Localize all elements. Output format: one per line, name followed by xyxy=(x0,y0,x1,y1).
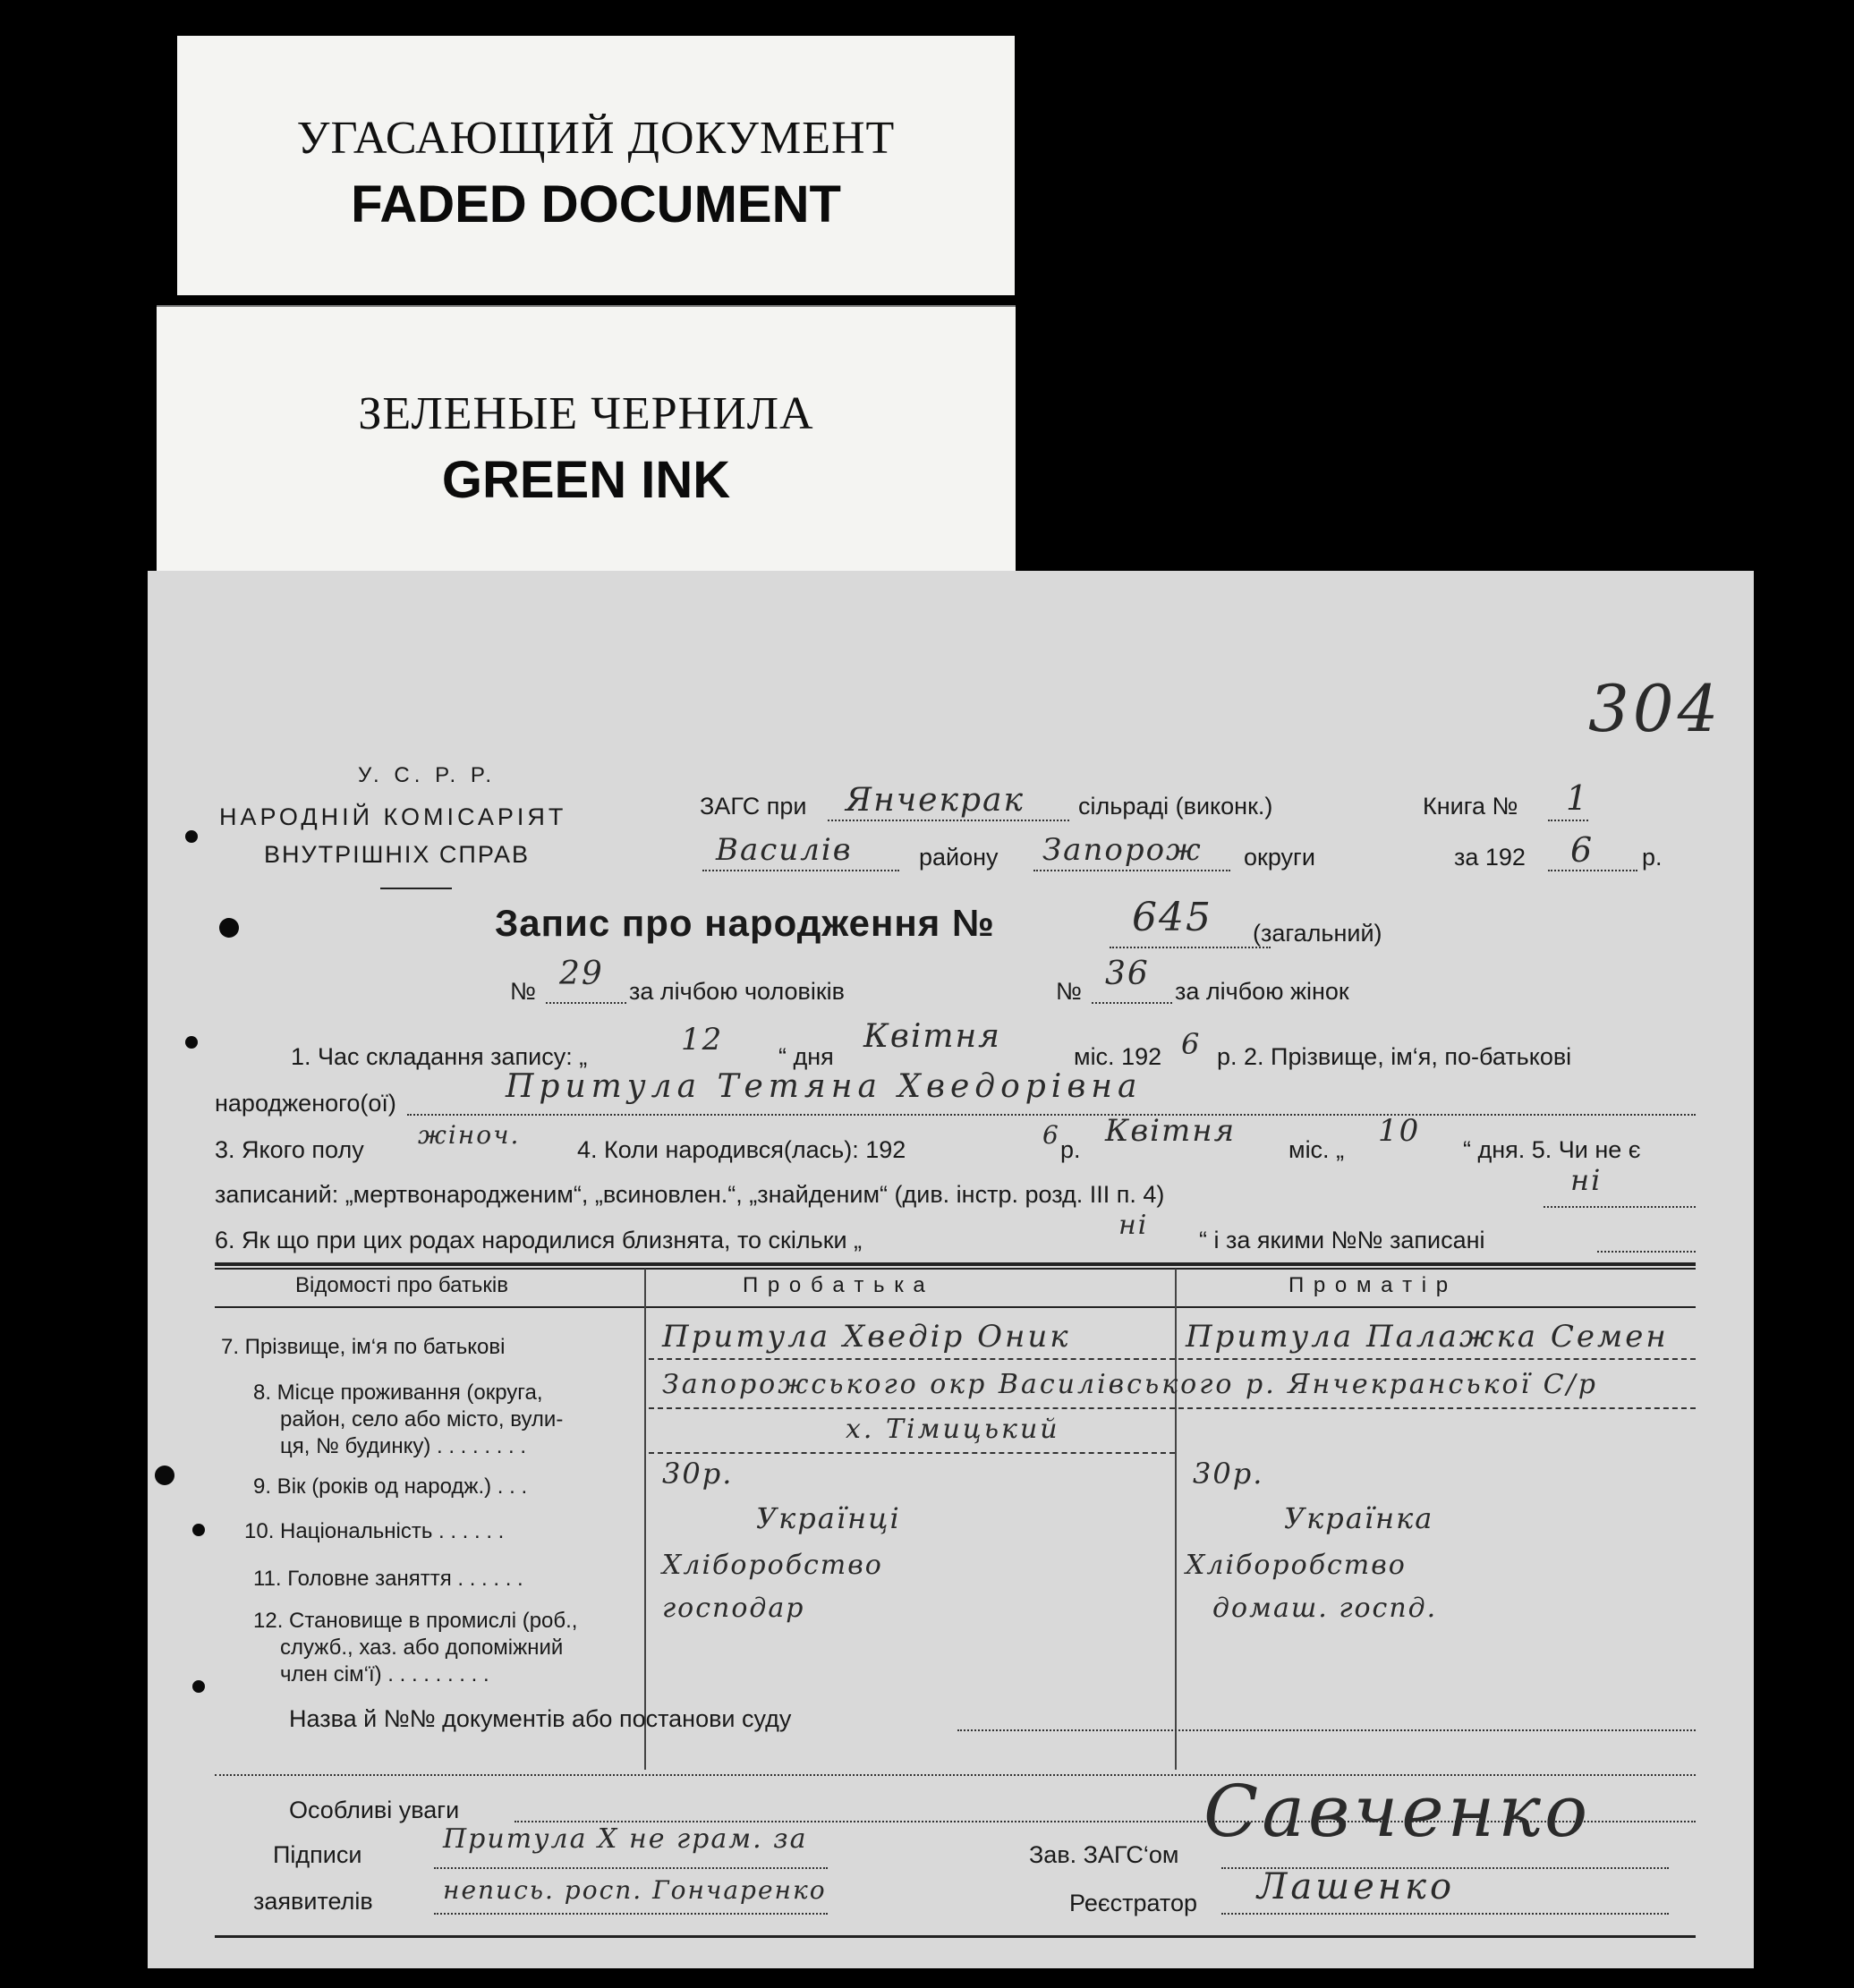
field-1-text: 1. Час складання запису: „ xyxy=(291,1043,588,1070)
field-4-month-suffix: міс. „ xyxy=(1288,1136,1345,1163)
field-5-line xyxy=(1544,1206,1696,1208)
row-12-label-3: член сім‘ї) . . . . . . . . . xyxy=(280,1662,489,1686)
field-6-line xyxy=(1597,1251,1696,1253)
punch-hole xyxy=(192,1524,205,1536)
zags-village-handwriting: Янчекрак xyxy=(846,782,1025,819)
table-header-mother: П р о м а т і р xyxy=(1288,1273,1450,1297)
field-6-text: 6. Як що при цих родах народилися близнята, то скільки „ xyxy=(215,1227,863,1253)
book-number-handwriting: 1 xyxy=(1566,778,1590,818)
field-5-handwriting: ні xyxy=(1570,1163,1603,1197)
zags-council-label: сільраді (виконк.) xyxy=(1078,793,1273,820)
field-4-day-handwriting: 10 xyxy=(1378,1113,1421,1149)
faded-label-en: FADED DOCUMENT xyxy=(351,175,841,234)
row-7-line xyxy=(649,1358,1696,1360)
faded-label-ru: УГАСАЮЩИЙ ДОКУМЕНТ xyxy=(296,113,896,164)
birth-record-form xyxy=(148,571,1754,1968)
row-9-father: 30р. xyxy=(662,1457,734,1491)
field-4-year-handwriting: 6 xyxy=(1042,1120,1060,1150)
form-bottom-rule xyxy=(215,1935,1696,1938)
women-count-text: за лічбою жінок xyxy=(1175,978,1349,1005)
row-8-line-2 xyxy=(649,1452,1175,1454)
row-8-label-3: ця, № будинку) . . . . . . . . xyxy=(280,1434,527,1458)
punch-hole xyxy=(185,1036,198,1049)
zags-head-line xyxy=(1221,1867,1669,1869)
table-divider-2 xyxy=(1175,1269,1177,1770)
year-label: за 192 xyxy=(1454,844,1526,871)
zags-label: ЗАГС при xyxy=(700,793,807,820)
row-8-father: Запорожського окр Василівського р. Янчекранської С/р xyxy=(662,1369,1598,1400)
field-3-label: 3. Якого полу xyxy=(215,1136,364,1163)
row-9-mother: 30р. xyxy=(1193,1457,1264,1491)
row-12-label: 12. Становище в промислі (роб., xyxy=(253,1609,578,1633)
header-org-1: У. С. Р. Р. xyxy=(358,763,497,787)
field-6-suffix: “ і за якими №№ записані xyxy=(1199,1227,1485,1253)
punch-hole xyxy=(192,1680,205,1693)
row-8-label: 8. Місце проживання (округа, xyxy=(253,1381,543,1405)
district-label: району xyxy=(919,844,999,871)
row-10-label: 10. Національність . . . . . . xyxy=(244,1519,505,1543)
row-8-label-2: район, село або місто, вули- xyxy=(280,1407,564,1432)
ink-label-en: GREEN INK xyxy=(441,451,731,509)
faded-document-label xyxy=(177,36,1015,295)
men-count-label: № xyxy=(510,978,536,1005)
field-2-subject-label: народженого(ої) xyxy=(215,1090,396,1117)
row-7-father: Притула Хведір Оник xyxy=(662,1319,1071,1355)
field-2-name-handwriting: Притула Тетяна Хведорівна xyxy=(506,1068,1143,1105)
men-count-line xyxy=(546,1002,626,1004)
field-4-month-handwriting: Квітня xyxy=(1105,1113,1237,1149)
field-1-month-handwriting: Квітня xyxy=(863,1018,1002,1055)
year-handwriting: 6 xyxy=(1570,830,1595,870)
signatures-label: Підписи xyxy=(273,1841,362,1868)
ink-label-ru: ЗЕЛЕНЫЕ ЧЕРНИЛА xyxy=(358,388,814,439)
zags-head-label: Зав. ЗАГС‘ом xyxy=(1029,1841,1179,1868)
field-1-day-suffix: “ дня xyxy=(778,1043,834,1070)
registrar-signature: Лашенко xyxy=(1257,1866,1456,1907)
women-count-label: № xyxy=(1056,978,1082,1005)
okrug-label: округи xyxy=(1244,844,1315,871)
men-count-handwriting: 29 xyxy=(559,956,604,992)
row-10-mother: Українка xyxy=(1284,1501,1434,1535)
field-5-text: записаний: „мертвонародженим“, „всиновлен.“, „знайденим“ (див. інстр. розд. III п. 4) xyxy=(215,1181,1165,1208)
zags-head-signature: Савченко xyxy=(1203,1770,1592,1853)
women-count-handwriting: 36 xyxy=(1105,956,1150,992)
row-11-label: 11. Головне заняття . . . . . . xyxy=(253,1567,523,1591)
book-line xyxy=(1548,820,1588,821)
table-header-info: Відомості про батьків xyxy=(295,1273,508,1297)
row-11-father: Хліборобство xyxy=(662,1550,883,1581)
green-ink-label xyxy=(157,307,1016,575)
field-4-label: 4. Коли народився(лась): 192 xyxy=(577,1136,906,1163)
district-handwriting: Василів xyxy=(716,832,853,868)
field-1-year-handwriting: 6 xyxy=(1181,1027,1202,1061)
book-label: Книга № xyxy=(1423,793,1518,820)
year-line xyxy=(1548,870,1637,871)
table-divider-1 xyxy=(644,1269,646,1770)
field-1-day-handwriting: 12 xyxy=(681,1022,724,1058)
field-6-handwriting: ні xyxy=(1118,1210,1149,1241)
applicants-label: заявителів xyxy=(253,1888,373,1915)
registrar-label: Реєстратор xyxy=(1069,1890,1198,1916)
men-count-text: за лічбою чоловіків xyxy=(629,978,846,1005)
table-top-rule xyxy=(215,1262,1696,1266)
row-12-father: господар xyxy=(662,1593,805,1624)
field-1-month-suffix: міс. 192 xyxy=(1074,1043,1162,1070)
notes-label: Особливі уваги xyxy=(289,1797,460,1823)
header-org-2: НАРОДНІЙ КОМІСАРІЯТ xyxy=(219,803,567,830)
row-8-father-2: х. Тімицький xyxy=(846,1414,1060,1445)
row-12-mother: домаш. госпд. xyxy=(1212,1593,1438,1624)
registrar-line xyxy=(1221,1913,1669,1915)
applicant-signature-2: непись. росп. Гончаренко xyxy=(443,1875,827,1905)
women-count-line xyxy=(1092,1002,1172,1004)
record-number-line xyxy=(1110,947,1271,948)
row-11-mother: Хліборобство xyxy=(1186,1550,1407,1581)
zags-line xyxy=(828,820,1069,821)
page-number: 304 xyxy=(1588,671,1722,746)
field-5-intro: “ дня. 5. Чи не є xyxy=(1463,1136,1641,1163)
table-header-rule xyxy=(215,1306,1696,1308)
applicant-signature-1: Притула Х не грам. за xyxy=(443,1823,808,1855)
documents-line xyxy=(957,1729,1696,1731)
header-org-3: ВНУТРІШНІХ СПРАВ xyxy=(264,841,531,868)
table-header-father: П р о б а т ь к а xyxy=(743,1273,927,1297)
record-number-handwriting: 645 xyxy=(1132,895,1212,940)
row-8-line xyxy=(649,1407,1696,1409)
applicant-line-2 xyxy=(434,1913,828,1915)
row-7-mother: Притула Палажка Семен xyxy=(1186,1319,1669,1355)
field-2-label: р. 2. Прізвище, ім‘я, по-батькові xyxy=(1217,1043,1572,1070)
field-4-year-suffix: р. xyxy=(1060,1136,1081,1163)
field-3-sex-handwriting: жіноч. xyxy=(418,1120,521,1150)
record-type: (загальний) xyxy=(1253,920,1382,947)
district-line xyxy=(702,870,899,871)
punch-hole xyxy=(219,918,239,938)
okrug-line xyxy=(1033,870,1230,871)
year-suffix: р. xyxy=(1642,844,1663,871)
okrug-handwriting: Запорож xyxy=(1042,832,1203,868)
table-top-rule-2 xyxy=(215,1268,1696,1270)
row-12-label-2: служб., хаз. або допоміжний xyxy=(280,1635,564,1660)
header-ornament xyxy=(380,888,452,889)
punch-hole xyxy=(155,1466,174,1485)
field-2-line xyxy=(407,1114,1696,1116)
row-9-label: 9. Вік (років од народж.) . . . xyxy=(253,1474,528,1499)
row-10-father: Українці xyxy=(756,1501,901,1535)
row-7-label: 7. Прізвище, ім‘я по батькові xyxy=(221,1335,506,1359)
applicant-line-1 xyxy=(434,1867,828,1869)
punch-hole xyxy=(185,830,198,843)
record-title: Запис про народження № xyxy=(495,902,995,944)
documents-label: Назва й №№ документів або постанови суду xyxy=(289,1705,792,1732)
